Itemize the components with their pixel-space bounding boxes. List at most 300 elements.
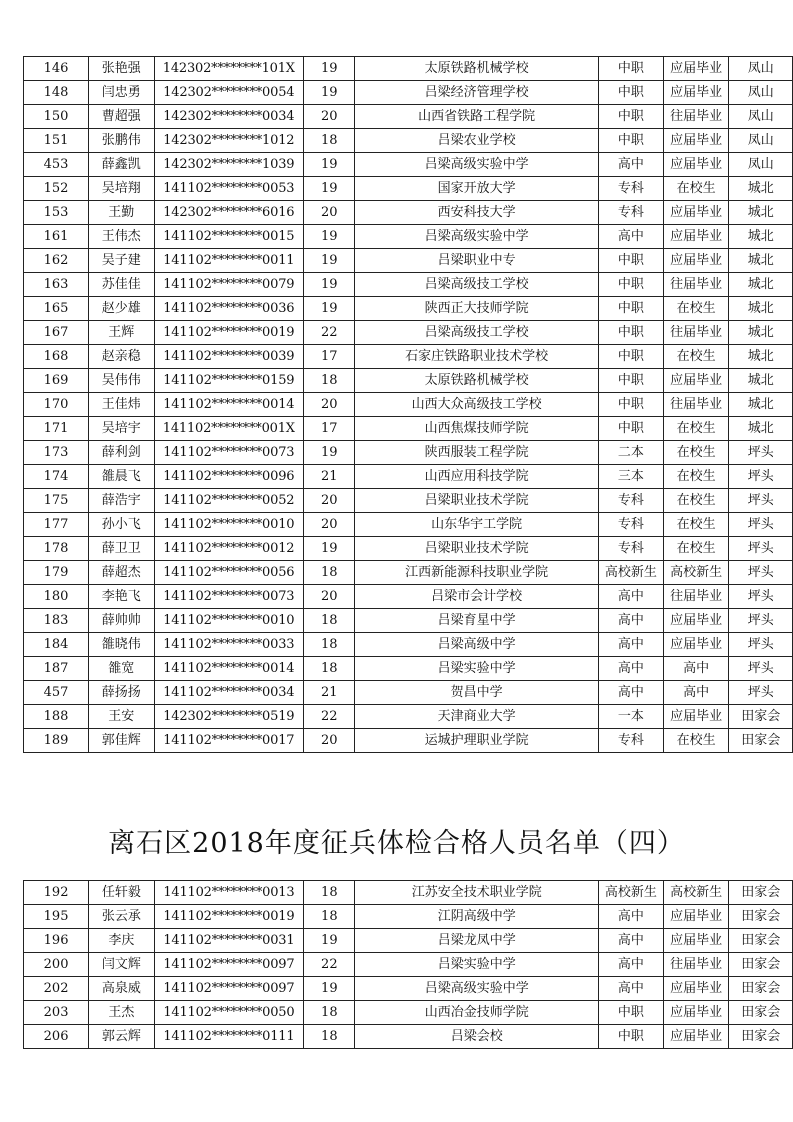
student-status-cell: 高校新生 bbox=[663, 561, 729, 585]
district-cell: 田家会 bbox=[729, 929, 793, 953]
age-cell: 19 bbox=[304, 441, 355, 465]
id-number-cell: 141102********0015 bbox=[154, 225, 304, 249]
name-cell: 薛卫卫 bbox=[89, 537, 154, 561]
school-cell: 吕梁农业学校 bbox=[355, 129, 599, 153]
table-row bbox=[24, 321, 793, 345]
age-cell: 20 bbox=[304, 513, 355, 537]
school-cell: 太原铁路机械学校 bbox=[355, 57, 599, 81]
education-level-cell: 中职 bbox=[599, 417, 664, 441]
id-number-cell: 142302********6016 bbox=[154, 201, 304, 225]
district-cell: 坪头 bbox=[729, 657, 793, 681]
serial-number-cell: 457 bbox=[24, 681, 89, 705]
district-cell: 田家会 bbox=[729, 905, 793, 929]
district-cell: 坪头 bbox=[729, 489, 793, 513]
id-number-cell: 141102********0010 bbox=[154, 609, 304, 633]
name-cell: 张艳强 bbox=[89, 57, 154, 81]
table-row bbox=[24, 513, 793, 537]
age-cell: 22 bbox=[304, 321, 355, 345]
student-status-cell: 高中 bbox=[663, 657, 729, 681]
name-cell: 李庆 bbox=[89, 929, 154, 953]
district-cell: 城北 bbox=[729, 417, 793, 441]
school-cell: 山西省铁路工程学院 bbox=[355, 105, 599, 129]
id-number-cell: 141102********0033 bbox=[154, 633, 304, 657]
serial-number-cell: 178 bbox=[24, 537, 89, 561]
district-cell: 坪头 bbox=[729, 633, 793, 657]
table-row bbox=[24, 489, 793, 513]
district-cell: 城北 bbox=[729, 297, 793, 321]
district-cell: 田家会 bbox=[729, 1001, 793, 1025]
id-number-cell: 141102********0073 bbox=[154, 441, 304, 465]
table-row bbox=[24, 153, 793, 177]
district-cell: 凤山 bbox=[729, 57, 793, 81]
name-cell: 孙小飞 bbox=[89, 513, 154, 537]
id-number-cell: 141102********0079 bbox=[154, 273, 304, 297]
table-row bbox=[24, 537, 793, 561]
serial-number-cell: 168 bbox=[24, 345, 89, 369]
id-number-cell: 141102********0097 bbox=[154, 977, 304, 1001]
table-row bbox=[24, 201, 793, 225]
name-cell: 王伟杰 bbox=[89, 225, 154, 249]
name-cell: 曹超强 bbox=[89, 105, 154, 129]
student-status-cell: 在校生 bbox=[663, 465, 729, 489]
name-cell: 吴子建 bbox=[89, 249, 154, 273]
age-cell: 19 bbox=[304, 537, 355, 561]
table-row bbox=[24, 225, 793, 249]
student-status-cell: 应届毕业 bbox=[663, 57, 729, 81]
serial-number-cell: 453 bbox=[24, 153, 89, 177]
serial-number-cell: 151 bbox=[24, 129, 89, 153]
id-number-cell: 141102********001X bbox=[154, 417, 304, 441]
student-status-cell: 应届毕业 bbox=[663, 1025, 729, 1049]
school-cell: 吕梁育星中学 bbox=[355, 609, 599, 633]
age-cell: 20 bbox=[304, 201, 355, 225]
id-number-cell: 141102********0012 bbox=[154, 537, 304, 561]
district-cell: 坪头 bbox=[729, 537, 793, 561]
district-cell: 坪头 bbox=[729, 561, 793, 585]
school-cell: 山西焦煤技师学院 bbox=[355, 417, 599, 441]
id-number-cell: 142302********101X bbox=[154, 57, 304, 81]
student-status-cell: 应届毕业 bbox=[663, 905, 729, 929]
id-number-cell: 141102********0017 bbox=[154, 729, 304, 753]
table-row bbox=[24, 297, 793, 321]
school-cell: 吕梁实验中学 bbox=[355, 953, 599, 977]
education-level-cell: 高中 bbox=[599, 977, 664, 1001]
table-row bbox=[24, 705, 793, 729]
name-cell: 王辉 bbox=[89, 321, 154, 345]
education-level-cell: 中职 bbox=[599, 129, 664, 153]
education-level-cell: 高中 bbox=[599, 585, 664, 609]
education-level-cell: 中职 bbox=[599, 249, 664, 273]
school-cell: 吕梁龙凤中学 bbox=[355, 929, 599, 953]
age-cell: 19 bbox=[304, 177, 355, 201]
age-cell: 19 bbox=[304, 273, 355, 297]
name-cell: 郭佳辉 bbox=[89, 729, 154, 753]
name-cell: 吴培翔 bbox=[89, 177, 154, 201]
school-cell: 吕梁高级实验中学 bbox=[355, 977, 599, 1001]
table-row bbox=[24, 905, 793, 929]
education-level-cell: 高中 bbox=[599, 905, 664, 929]
student-status-cell: 在校生 bbox=[663, 345, 729, 369]
name-cell: 雒晨飞 bbox=[89, 465, 154, 489]
serial-number-cell: 162 bbox=[24, 249, 89, 273]
table-row bbox=[24, 585, 793, 609]
id-number-cell: 142302********1039 bbox=[154, 153, 304, 177]
district-cell: 坪头 bbox=[729, 513, 793, 537]
id-number-cell: 141102********0073 bbox=[154, 585, 304, 609]
student-status-cell: 应届毕业 bbox=[663, 633, 729, 657]
age-cell: 18 bbox=[304, 881, 355, 905]
age-cell: 19 bbox=[304, 929, 355, 953]
student-status-cell: 高中 bbox=[663, 681, 729, 705]
education-level-cell: 专科 bbox=[599, 177, 664, 201]
age-cell: 18 bbox=[304, 633, 355, 657]
serial-number-cell: 170 bbox=[24, 393, 89, 417]
district-cell: 城北 bbox=[729, 273, 793, 297]
education-level-cell: 高中 bbox=[599, 633, 664, 657]
student-status-cell: 往届毕业 bbox=[663, 585, 729, 609]
age-cell: 18 bbox=[304, 369, 355, 393]
school-cell: 吕梁经济管理学校 bbox=[355, 81, 599, 105]
school-cell: 吕梁高级中学 bbox=[355, 633, 599, 657]
serial-number-cell: 153 bbox=[24, 201, 89, 225]
district-cell: 凤山 bbox=[729, 81, 793, 105]
student-status-cell: 往届毕业 bbox=[663, 393, 729, 417]
serial-number-cell: 169 bbox=[24, 369, 89, 393]
serial-number-cell: 148 bbox=[24, 81, 89, 105]
name-cell: 王安 bbox=[89, 705, 154, 729]
education-level-cell: 中职 bbox=[599, 81, 664, 105]
name-cell: 郭云辉 bbox=[89, 1025, 154, 1049]
name-cell: 李艳飞 bbox=[89, 585, 154, 609]
age-cell: 18 bbox=[304, 561, 355, 585]
education-level-cell: 高中 bbox=[599, 929, 664, 953]
id-number-cell: 141102********0010 bbox=[154, 513, 304, 537]
district-cell: 凤山 bbox=[729, 129, 793, 153]
student-status-cell: 往届毕业 bbox=[663, 105, 729, 129]
district-cell: 城北 bbox=[729, 249, 793, 273]
table-row bbox=[24, 953, 793, 977]
serial-number-cell: 179 bbox=[24, 561, 89, 585]
district-cell: 坪头 bbox=[729, 609, 793, 633]
table-row bbox=[24, 369, 793, 393]
student-status-cell: 应届毕业 bbox=[663, 977, 729, 1001]
table-row bbox=[24, 393, 793, 417]
serial-number-cell: 173 bbox=[24, 441, 89, 465]
student-status-cell: 往届毕业 bbox=[663, 321, 729, 345]
name-cell: 张鹏伟 bbox=[89, 129, 154, 153]
education-level-cell: 中职 bbox=[599, 321, 664, 345]
student-status-cell: 应届毕业 bbox=[663, 225, 729, 249]
id-number-cell: 141102********0034 bbox=[154, 681, 304, 705]
student-status-cell: 在校生 bbox=[663, 729, 729, 753]
student-status-cell: 在校生 bbox=[663, 513, 729, 537]
serial-number-cell: 165 bbox=[24, 297, 89, 321]
education-level-cell: 二本 bbox=[599, 441, 664, 465]
school-cell: 陕西正大技师学院 bbox=[355, 297, 599, 321]
name-cell: 高泉威 bbox=[89, 977, 154, 1001]
student-status-cell: 应届毕业 bbox=[663, 1001, 729, 1025]
school-cell: 山西应用科技学院 bbox=[355, 465, 599, 489]
name-cell: 赵少雄 bbox=[89, 297, 154, 321]
serial-number-cell: 192 bbox=[24, 881, 89, 905]
district-cell: 坪头 bbox=[729, 585, 793, 609]
name-cell: 薛浩宇 bbox=[89, 489, 154, 513]
education-level-cell: 高中 bbox=[599, 953, 664, 977]
student-status-cell: 应届毕业 bbox=[663, 609, 729, 633]
serial-number-cell: 202 bbox=[24, 977, 89, 1001]
name-cell: 王杰 bbox=[89, 1001, 154, 1025]
district-cell: 凤山 bbox=[729, 153, 793, 177]
name-cell: 王勤 bbox=[89, 201, 154, 225]
age-cell: 20 bbox=[304, 585, 355, 609]
education-level-cell: 中职 bbox=[599, 1025, 664, 1049]
student-status-cell: 往届毕业 bbox=[663, 953, 729, 977]
education-level-cell: 中职 bbox=[599, 1001, 664, 1025]
school-cell: 贺昌中学 bbox=[355, 681, 599, 705]
student-status-cell: 在校生 bbox=[663, 417, 729, 441]
name-cell: 苏佳佳 bbox=[89, 273, 154, 297]
serial-number-cell: 152 bbox=[24, 177, 89, 201]
school-cell: 西安科技大学 bbox=[355, 201, 599, 225]
school-cell: 吕梁高级实验中学 bbox=[355, 153, 599, 177]
district-cell: 坪头 bbox=[729, 465, 793, 489]
id-number-cell: 141102********0019 bbox=[154, 905, 304, 929]
district-cell: 城北 bbox=[729, 225, 793, 249]
id-number-cell: 141102********0013 bbox=[154, 881, 304, 905]
education-level-cell: 专科 bbox=[599, 729, 664, 753]
education-level-cell: 中职 bbox=[599, 345, 664, 369]
student-status-cell: 往届毕业 bbox=[663, 273, 729, 297]
student-status-cell: 在校生 bbox=[663, 177, 729, 201]
age-cell: 18 bbox=[304, 1025, 355, 1049]
school-cell: 国家开放大学 bbox=[355, 177, 599, 201]
table-row bbox=[24, 633, 793, 657]
school-cell: 陕西服装工程学院 bbox=[355, 441, 599, 465]
table-row bbox=[24, 417, 793, 441]
age-cell: 20 bbox=[304, 105, 355, 129]
id-number-cell: 142302********1012 bbox=[154, 129, 304, 153]
serial-number-cell: 188 bbox=[24, 705, 89, 729]
district-cell: 田家会 bbox=[729, 953, 793, 977]
age-cell: 17 bbox=[304, 345, 355, 369]
serial-number-cell: 146 bbox=[24, 57, 89, 81]
school-cell: 吕梁高级技工学校 bbox=[355, 273, 599, 297]
school-cell: 山西冶金技师学院 bbox=[355, 1001, 599, 1025]
student-status-cell: 应届毕业 bbox=[663, 81, 729, 105]
name-cell: 雒晓伟 bbox=[89, 633, 154, 657]
education-level-cell: 高中 bbox=[599, 153, 664, 177]
id-number-cell: 141102********0039 bbox=[154, 345, 304, 369]
school-cell: 吕梁市会计学校 bbox=[355, 585, 599, 609]
table-row bbox=[24, 465, 793, 489]
education-level-cell: 高校新生 bbox=[599, 561, 664, 585]
education-level-cell: 中职 bbox=[599, 105, 664, 129]
age-cell: 20 bbox=[304, 393, 355, 417]
table-row bbox=[24, 1025, 793, 1049]
age-cell: 21 bbox=[304, 465, 355, 489]
district-cell: 田家会 bbox=[729, 1025, 793, 1049]
education-level-cell: 中职 bbox=[599, 57, 664, 81]
district-cell: 城北 bbox=[729, 201, 793, 225]
table-row bbox=[24, 105, 793, 129]
name-cell: 薛超杰 bbox=[89, 561, 154, 585]
age-cell: 17 bbox=[304, 417, 355, 441]
district-cell: 坪头 bbox=[729, 441, 793, 465]
id-number-cell: 141102********0096 bbox=[154, 465, 304, 489]
age-cell: 19 bbox=[304, 249, 355, 273]
age-cell: 20 bbox=[304, 729, 355, 753]
school-cell: 吕梁职业中专 bbox=[355, 249, 599, 273]
student-status-cell: 在校生 bbox=[663, 297, 729, 321]
name-cell: 吴培宇 bbox=[89, 417, 154, 441]
table-row bbox=[24, 345, 793, 369]
age-cell: 22 bbox=[304, 953, 355, 977]
id-number-cell: 141102********0031 bbox=[154, 929, 304, 953]
table-row bbox=[24, 681, 793, 705]
id-number-cell: 141102********0011 bbox=[154, 249, 304, 273]
age-cell: 19 bbox=[304, 977, 355, 1001]
serial-number-cell: 161 bbox=[24, 225, 89, 249]
name-cell: 吴伟伟 bbox=[89, 369, 154, 393]
name-cell: 赵亲稳 bbox=[89, 345, 154, 369]
table-row bbox=[24, 561, 793, 585]
education-level-cell: 专科 bbox=[599, 513, 664, 537]
id-number-cell: 142302********0034 bbox=[154, 105, 304, 129]
age-cell: 18 bbox=[304, 609, 355, 633]
id-number-cell: 142302********0519 bbox=[154, 705, 304, 729]
serial-number-cell: 175 bbox=[24, 489, 89, 513]
id-number-cell: 142302********0054 bbox=[154, 81, 304, 105]
serial-number-cell: 184 bbox=[24, 633, 89, 657]
table-row bbox=[24, 929, 793, 953]
table-row bbox=[24, 129, 793, 153]
school-cell: 山西大众高级技工学校 bbox=[355, 393, 599, 417]
id-number-cell: 141102********0052 bbox=[154, 489, 304, 513]
age-cell: 18 bbox=[304, 657, 355, 681]
education-level-cell: 一本 bbox=[599, 705, 664, 729]
id-number-cell: 141102********0014 bbox=[154, 393, 304, 417]
age-cell: 20 bbox=[304, 489, 355, 513]
student-status-cell: 应届毕业 bbox=[663, 249, 729, 273]
roster-table-part-four bbox=[23, 880, 793, 1049]
age-cell: 19 bbox=[304, 297, 355, 321]
district-cell: 城北 bbox=[729, 321, 793, 345]
age-cell: 19 bbox=[304, 57, 355, 81]
table-row bbox=[24, 881, 793, 905]
name-cell: 张云承 bbox=[89, 905, 154, 929]
education-level-cell: 中职 bbox=[599, 297, 664, 321]
school-cell: 吕梁会校 bbox=[355, 1025, 599, 1049]
education-level-cell: 高中 bbox=[599, 609, 664, 633]
education-level-cell: 专科 bbox=[599, 201, 664, 225]
age-cell: 18 bbox=[304, 129, 355, 153]
table-row bbox=[24, 249, 793, 273]
roster-table-continued bbox=[23, 56, 793, 753]
name-cell: 薛扬扬 bbox=[89, 681, 154, 705]
table-row bbox=[24, 273, 793, 297]
school-cell: 石家庄铁路职业技术学校 bbox=[355, 345, 599, 369]
student-status-cell: 在校生 bbox=[663, 489, 729, 513]
serial-number-cell: 163 bbox=[24, 273, 89, 297]
education-level-cell: 中职 bbox=[599, 273, 664, 297]
id-number-cell: 141102********0019 bbox=[154, 321, 304, 345]
district-cell: 田家会 bbox=[729, 705, 793, 729]
district-cell: 田家会 bbox=[729, 729, 793, 753]
education-level-cell: 三本 bbox=[599, 465, 664, 489]
school-cell: 吕梁实验中学 bbox=[355, 657, 599, 681]
district-cell: 城北 bbox=[729, 393, 793, 417]
age-cell: 19 bbox=[304, 225, 355, 249]
table-row bbox=[24, 729, 793, 753]
student-status-cell: 应届毕业 bbox=[663, 369, 729, 393]
serial-number-cell: 180 bbox=[24, 585, 89, 609]
table-row bbox=[24, 57, 793, 81]
table-row bbox=[24, 657, 793, 681]
serial-number-cell: 150 bbox=[24, 105, 89, 129]
school-cell: 江阴高级中学 bbox=[355, 905, 599, 929]
id-number-cell: 141102********0111 bbox=[154, 1025, 304, 1049]
district-cell: 凤山 bbox=[729, 105, 793, 129]
serial-number-cell: 187 bbox=[24, 657, 89, 681]
education-level-cell: 中职 bbox=[599, 369, 664, 393]
id-number-cell: 141102********0097 bbox=[154, 953, 304, 977]
education-level-cell: 高中 bbox=[599, 225, 664, 249]
serial-number-cell: 206 bbox=[24, 1025, 89, 1049]
school-cell: 江西新能源科技职业学院 bbox=[355, 561, 599, 585]
student-status-cell: 在校生 bbox=[663, 441, 729, 465]
name-cell: 薛鑫凯 bbox=[89, 153, 154, 177]
name-cell: 薛帅帅 bbox=[89, 609, 154, 633]
student-status-cell: 应届毕业 bbox=[663, 129, 729, 153]
education-level-cell: 高中 bbox=[599, 681, 664, 705]
education-level-cell: 中职 bbox=[599, 393, 664, 417]
school-cell: 运城护理职业学院 bbox=[355, 729, 599, 753]
school-cell: 江苏安全技术职业学院 bbox=[355, 881, 599, 905]
age-cell: 18 bbox=[304, 905, 355, 929]
serial-number-cell: 177 bbox=[24, 513, 89, 537]
education-level-cell: 高校新生 bbox=[599, 881, 664, 905]
age-cell: 22 bbox=[304, 705, 355, 729]
table-row bbox=[24, 81, 793, 105]
name-cell: 王佳炜 bbox=[89, 393, 154, 417]
age-cell: 19 bbox=[304, 153, 355, 177]
table-row bbox=[24, 441, 793, 465]
school-cell: 天津商业大学 bbox=[355, 705, 599, 729]
school-cell: 山东华宇工学院 bbox=[355, 513, 599, 537]
name-cell: 闫忠勇 bbox=[89, 81, 154, 105]
student-status-cell: 在校生 bbox=[663, 537, 729, 561]
serial-number-cell: 203 bbox=[24, 1001, 89, 1025]
serial-number-cell: 195 bbox=[24, 905, 89, 929]
age-cell: 19 bbox=[304, 81, 355, 105]
serial-number-cell: 171 bbox=[24, 417, 89, 441]
name-cell: 任轩毅 bbox=[89, 881, 154, 905]
table-row bbox=[24, 609, 793, 633]
student-status-cell: 应届毕业 bbox=[663, 929, 729, 953]
district-cell: 坪头 bbox=[729, 681, 793, 705]
serial-number-cell: 196 bbox=[24, 929, 89, 953]
district-cell: 田家会 bbox=[729, 881, 793, 905]
serial-number-cell: 189 bbox=[24, 729, 89, 753]
id-number-cell: 141102********0053 bbox=[154, 177, 304, 201]
school-cell: 吕梁职业技术学院 bbox=[355, 489, 599, 513]
age-cell: 18 bbox=[304, 1001, 355, 1025]
district-cell: 城北 bbox=[729, 369, 793, 393]
serial-number-cell: 174 bbox=[24, 465, 89, 489]
education-level-cell: 高中 bbox=[599, 657, 664, 681]
school-cell: 太原铁路机械学校 bbox=[355, 369, 599, 393]
school-cell: 吕梁职业技术学院 bbox=[355, 537, 599, 561]
